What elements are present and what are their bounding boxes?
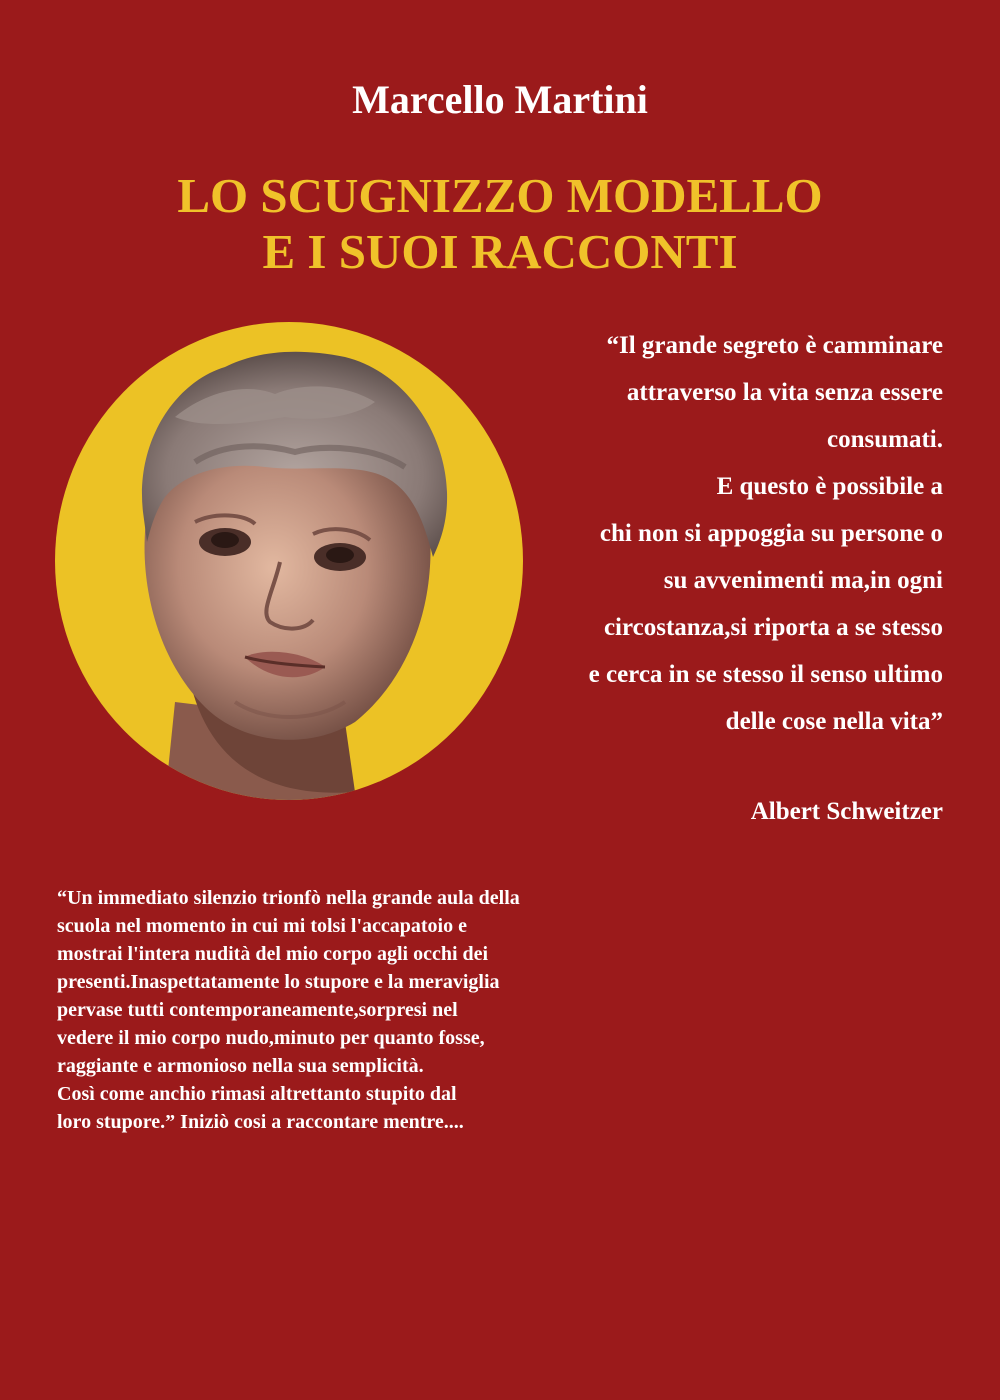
quote-line: e cerca in se stesso il senso ultimo: [588, 661, 943, 688]
book-title: [0, 168, 1000, 280]
excerpt-line: pervase tutti contemporaneamente,sorpresi nel: [57, 999, 458, 1021]
quote-line: consumati.: [827, 426, 943, 453]
excerpt-line: “Un immediato silenzio trionfò nella grande aula della: [57, 887, 520, 909]
title-line: E I SUOI RACCONTI: [262, 224, 738, 279]
quote-block: [503, 322, 943, 745]
excerpt-line: mostrai l'intera nudità del mio corpo agli occhi dei: [57, 943, 489, 965]
excerpt-line: loro stupore.” Iniziò cosi a raccontare mentre....: [57, 1111, 464, 1133]
quote-line: delle cose nella vita”: [725, 708, 943, 735]
excerpt-line: vedere il mio corpo nudo,minuto per quanto fosse,: [57, 1027, 485, 1049]
excerpt-block: [57, 884, 657, 1136]
title-line: LO SCUGNIZZO MODELLO: [177, 168, 823, 223]
quote-line: chi non si appoggia su persone o: [599, 520, 943, 547]
portrait-image: [55, 322, 523, 800]
author-name: Marcello Martini: [352, 77, 648, 122]
quote-line: attraverso la vita senza essere: [626, 379, 943, 406]
quote-line: su avvenimenti ma,in ogni: [663, 567, 943, 594]
excerpt-line: Così come anchio rimasi altrettanto stupito dal: [57, 1083, 457, 1105]
excerpt-line: scuola nel momento in cui mi tolsi l'accapatoio e: [57, 915, 467, 937]
excerpt-line: presenti.Inaspettatamente lo stupore e la meraviglia: [57, 971, 500, 993]
quote-author: Albert Schweitzer: [750, 798, 943, 825]
quote-line: circostanza,si riporta a se stesso: [603, 614, 943, 641]
excerpt-line: raggiante e armonioso nella sua semplicità.: [57, 1055, 424, 1077]
portrait-illustration: [55, 322, 523, 800]
quote-line: “Il grande segreto è camminare: [606, 332, 943, 359]
quote-line: E questo è possibile a: [716, 473, 943, 500]
